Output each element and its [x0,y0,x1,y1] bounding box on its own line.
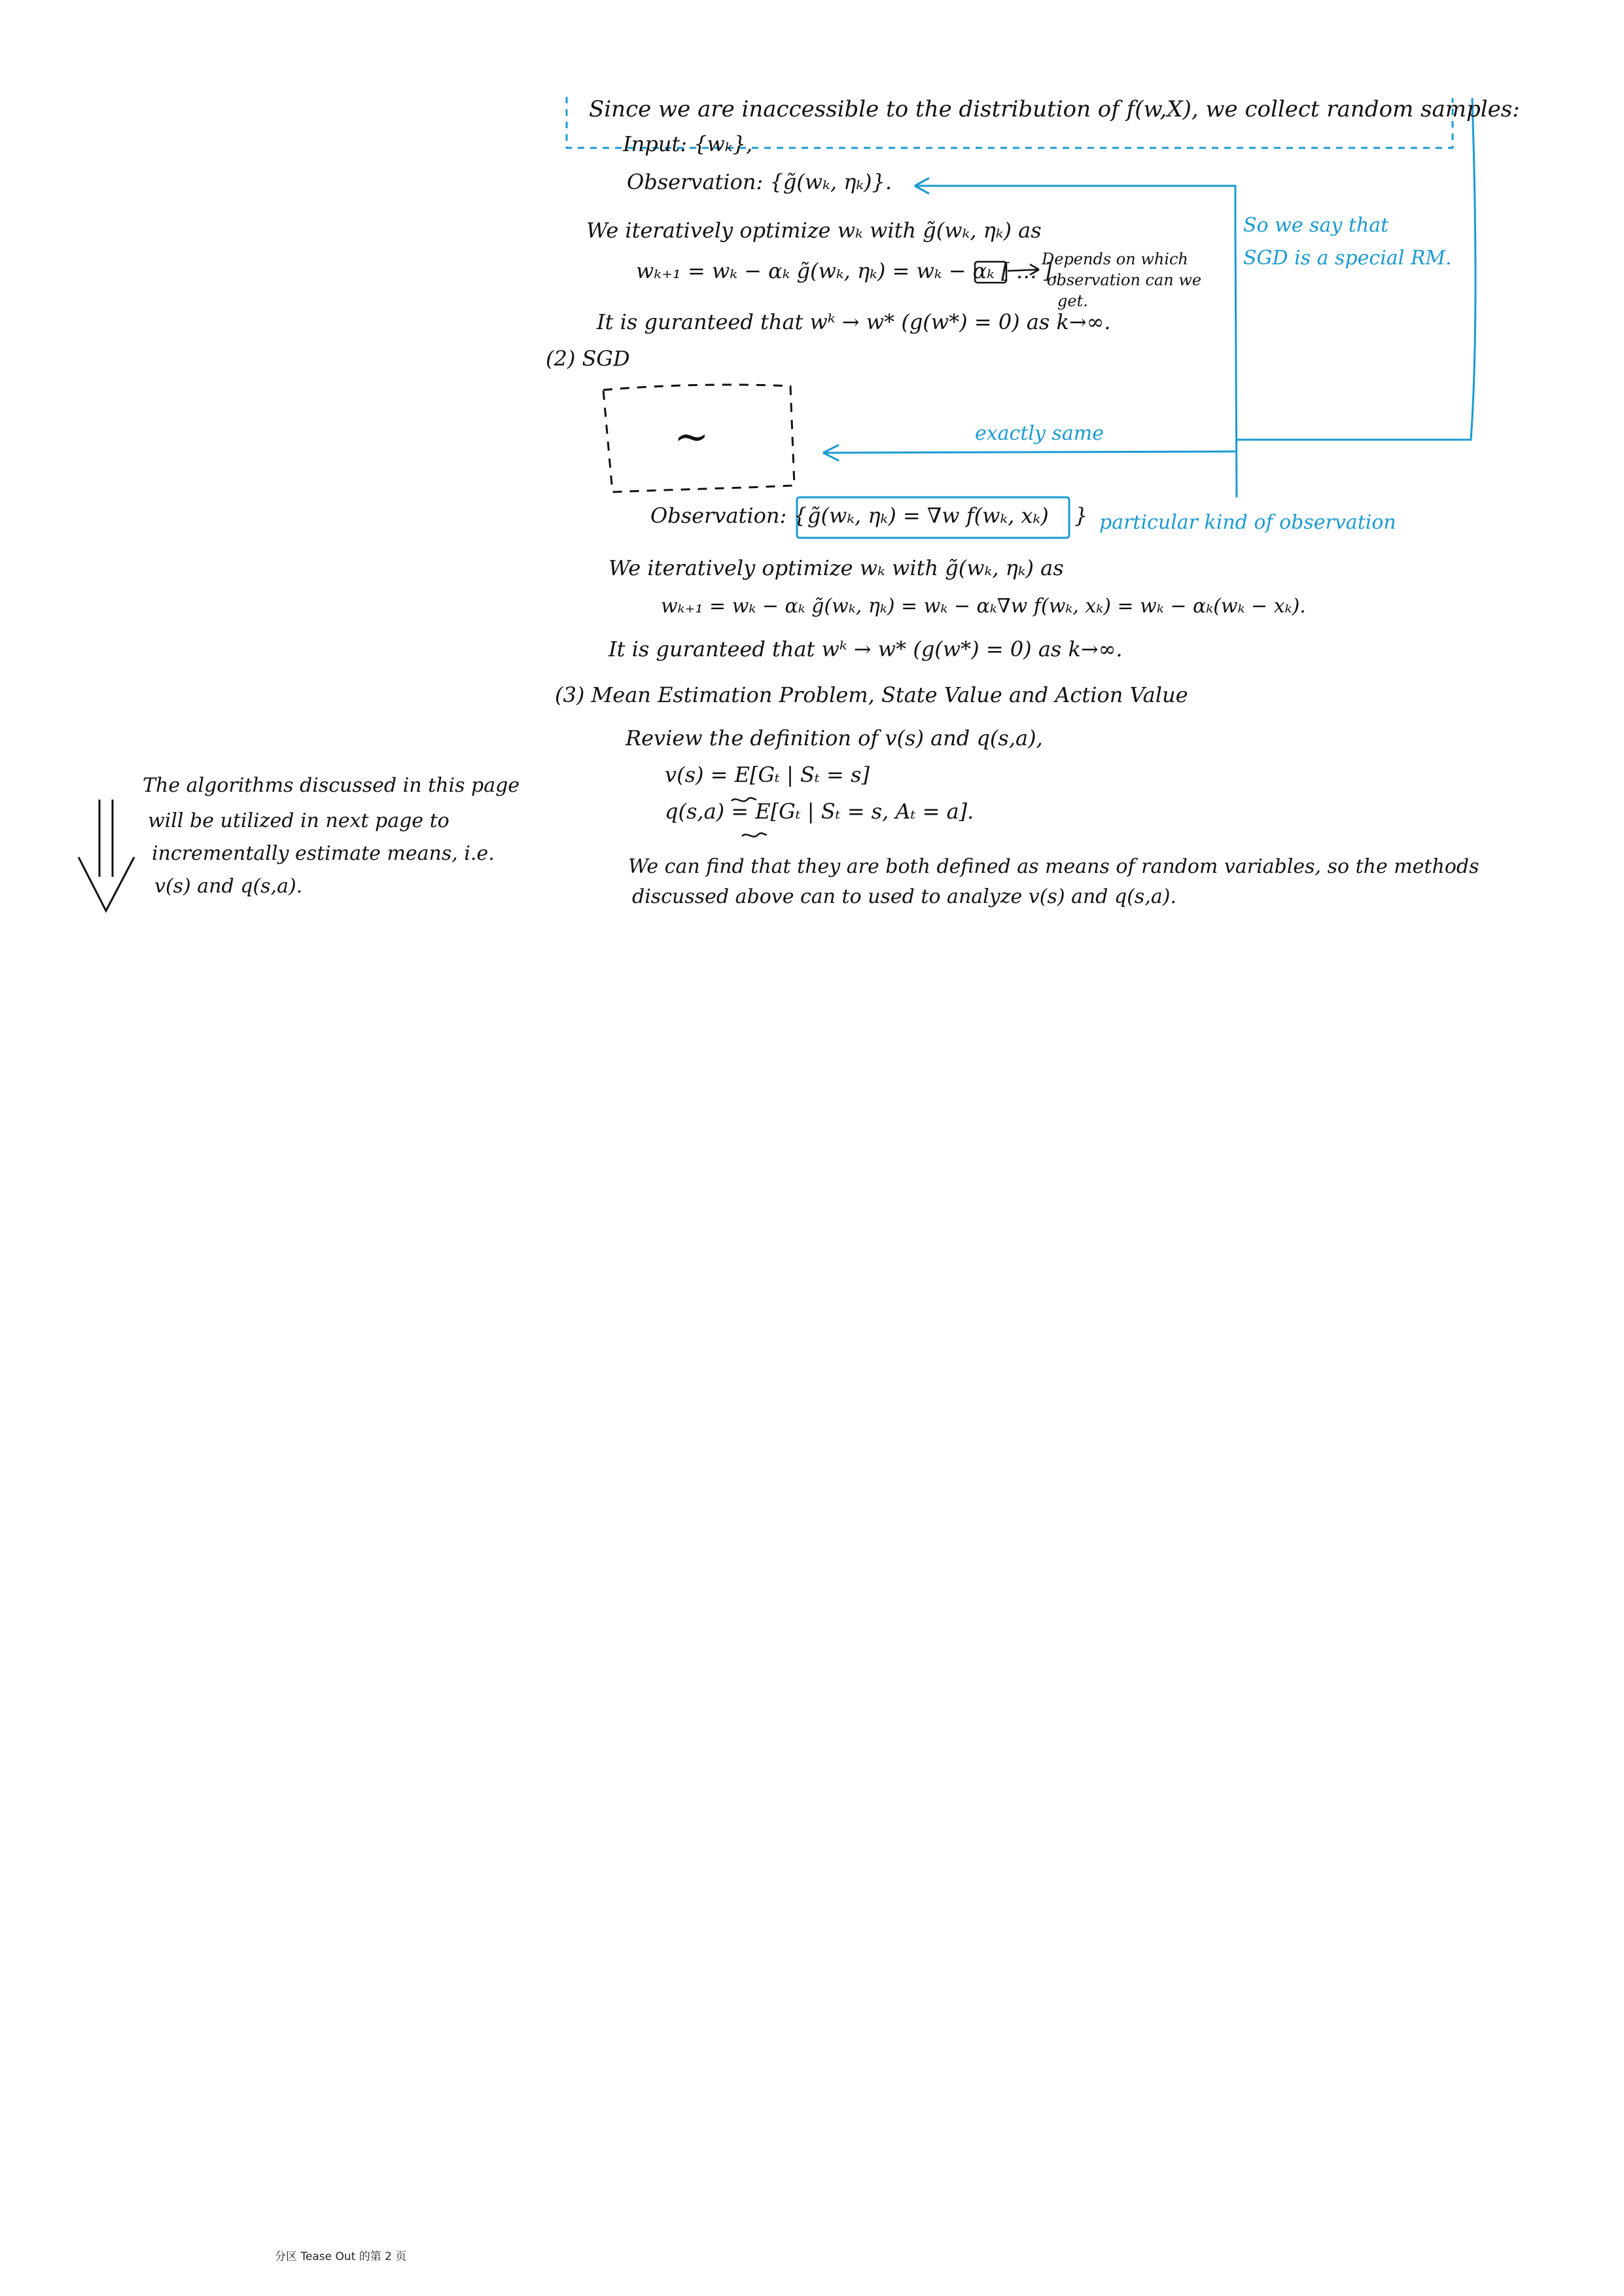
sgd-heading: (2) SGD [546,346,630,371]
annotation-particular-kind: particular kind of observation [1099,511,1396,534]
rm-intro: Since we are inaccessible to the distribution of f(w,X), we collect random samples: [589,96,1520,122]
sgd-guarantee: It is guranteed that wᵏ → w* (g(w*) = 0) as k→∞. [609,637,1123,662]
mean-conclusion-line2: discussed above can to used to analyze v(s) and q(s,a). [632,885,1176,908]
sgd-tilde-symbol: ∼ [674,413,709,461]
rm-iterate: We iteratively optimize wₖ with g̃(wₖ, ηₖ) as [586,218,1042,243]
side-note-line3: incrementally estimate means, i.e. [152,842,495,865]
annotation-sgd-special-rm: SGD is a special RM. [1243,247,1452,270]
mean-conclusion-line1: We can find that they are both defined as means of random variables, so the methods [628,855,1479,878]
annotation-exactly-same: exactly same [975,422,1104,445]
rm-input: Input: {wₖ}, [623,132,753,156]
mean-q-definition: q(s,a) = E[Gₜ | Sₜ = s, Aₜ = a]. [665,799,974,824]
mean-heading: (3) Mean Estimation Problem, State Value and Action Value [555,682,1188,707]
annotation-so-we-say: So we say that [1243,214,1389,237]
rm-note-line1: Depends on which [1042,250,1188,268]
rm-note-line3: get. [1057,292,1088,310]
side-note-line2: will be utilized in next page to [148,809,450,832]
rm-note-line2: observation can we [1047,271,1202,289]
sgd-observation-prefix: Observation: { [650,503,807,528]
mean-review: Review the definition of v(s) and q(s,a), [626,726,1043,751]
sgd-iterate: We iteratively optimize wₖ with g̃(wₖ, ηₖ) as [609,556,1064,580]
rm-observation: Observation: {g̃(wₖ, ηₖ)}. [627,169,892,194]
side-note-line4: v(s) and q(s,a). [154,875,303,898]
sgd-update-equation: wₖ₊₁ = wₖ − αₖ g̃(wₖ, ηₖ) = wₖ − αₖ∇w f(wₖ, xₖ) = wₖ − αₖ(wₖ − xₖ). [661,595,1306,618]
page-footer: 分区 Tease Out 的第 2 页 [275,2250,407,2263]
sgd-observation-suffix: } [1074,503,1088,528]
side-note-line1: The algorithms discussed in this page [143,774,520,797]
sgd-observation-formula: g̃(wₖ, ηₖ) = ∇w f(wₖ, xₖ) [807,503,1049,528]
rm-update-equation: wₖ₊₁ = wₖ − αₖ g̃(wₖ, ηₖ) = wₖ − αₖ [ … ]. [636,258,1059,283]
mean-v-definition: v(s) = E[Gₜ | Sₜ = s] [665,762,870,787]
rm-guarantee: It is guranteed that wᵏ → w* (g(w*) = 0) as k→∞. [597,309,1111,334]
double-down-arrow [79,800,134,911]
